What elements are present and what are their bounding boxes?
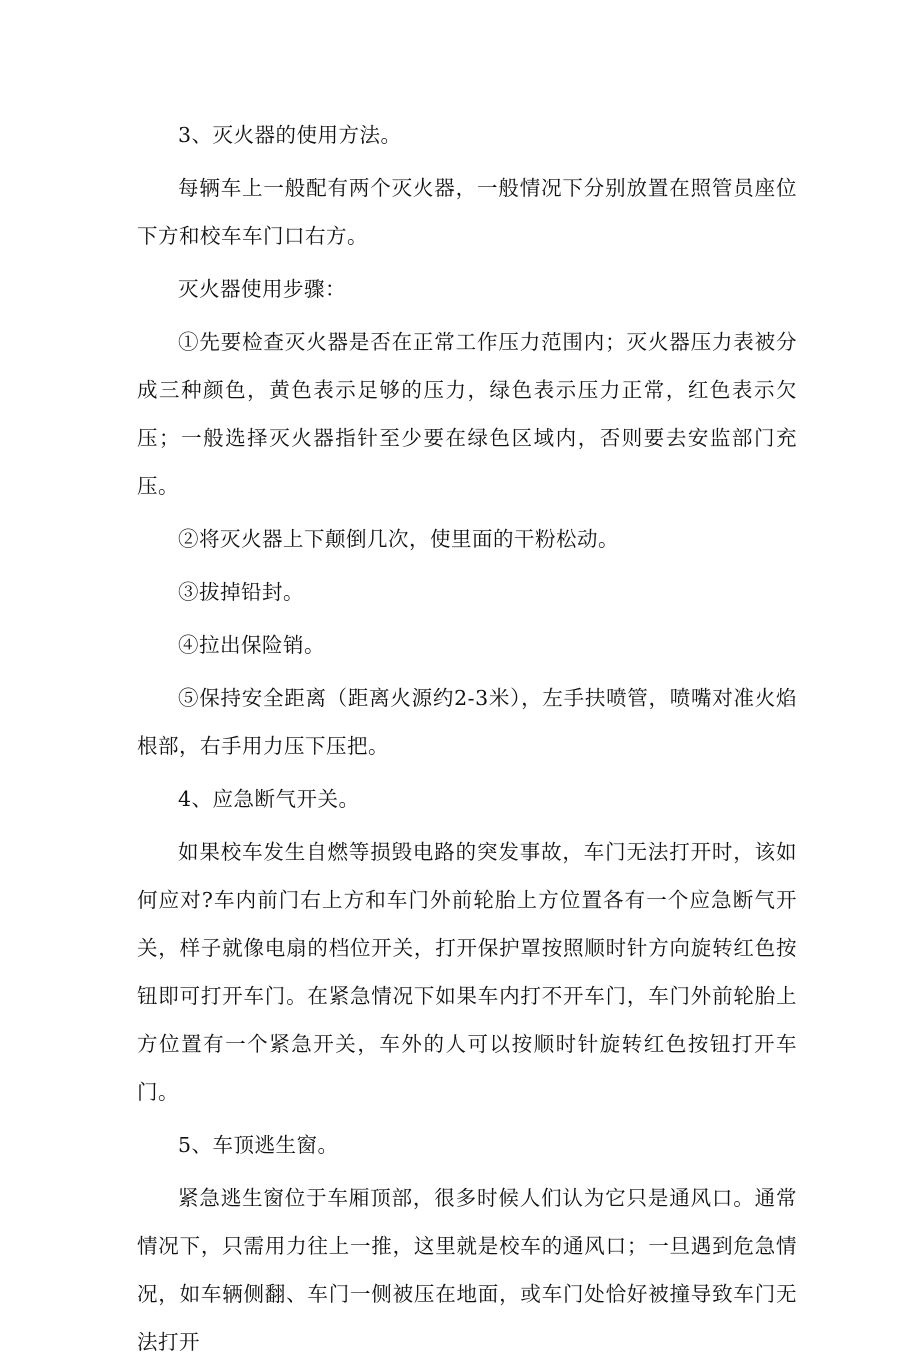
document-body <box>137 111 797 1371</box>
section-heading-roof-hatch: 5、车顶逃生窗。 <box>178 1133 339 1157</box>
paragraph-roof-hatch: 紧急逃生窗位于车厢顶部，很多时候人们认为它只是通风口。通常情况下，只需用力往上一推，这里就是校车的通风口；一旦遇到危急情况，如车辆侧翻、车门一侧被压在地面，或车门处恰好被撞导致车门无法打开 <box>137 1186 797 1354</box>
paragraph-extinguisher-location: 每辆车上一般配有两个灭火器，一般情况下分别放置在照管员座位下方和校车车门口右方。 <box>137 176 797 248</box>
paragraph-emergency-switch: 如果校车发生自燃等损毁电路的突发事故，车门无法打开时，该如何应对?车内前门右上方和车门外前轮胎上方位置各有一个应急断气开关，样子就像电扇的档位开关，打开保护罩按照顺时针方向旋转红色按钮即可打开车门。在紧急情况下如果车内打不开车门，车门外前轮胎上方位置有一个紧急开关，车外的人可以按顺时针旋转红色按钮打开车门。 <box>137 840 797 1104</box>
section-heading-emergency-switch: 4、应急断气开关。 <box>178 787 360 811</box>
section-heading-fire-extinguisher: 3、灭火器的使用方法。 <box>178 123 402 147</box>
paragraph-step-5: ⑤保持安全距离（距离火源约2-3米），左手扶喷管，喷嘴对准火焰根部，右手用力压下压把。 <box>137 686 797 758</box>
paragraph-steps-heading: 灭火器使用步骤： <box>178 277 346 301</box>
paragraph-step-2: ②将灭火器上下颠倒几次，使里面的干粉松动。 <box>178 527 619 551</box>
paragraph-step-1: ①先要检查灭火器是否在正常工作压力范围内；灭火器压力表被分成三种颜色，黄色表示足够的压力，绿色表示压力正常，红色表示欠压；一般选择灭火器指针至少要在绿色区域内，否则要去安监部门充压。 <box>137 330 797 498</box>
paragraph-step-4: ④拉出保险销。 <box>178 633 325 657</box>
paragraph-step-3: ③拔掉铅封。 <box>178 580 304 604</box>
